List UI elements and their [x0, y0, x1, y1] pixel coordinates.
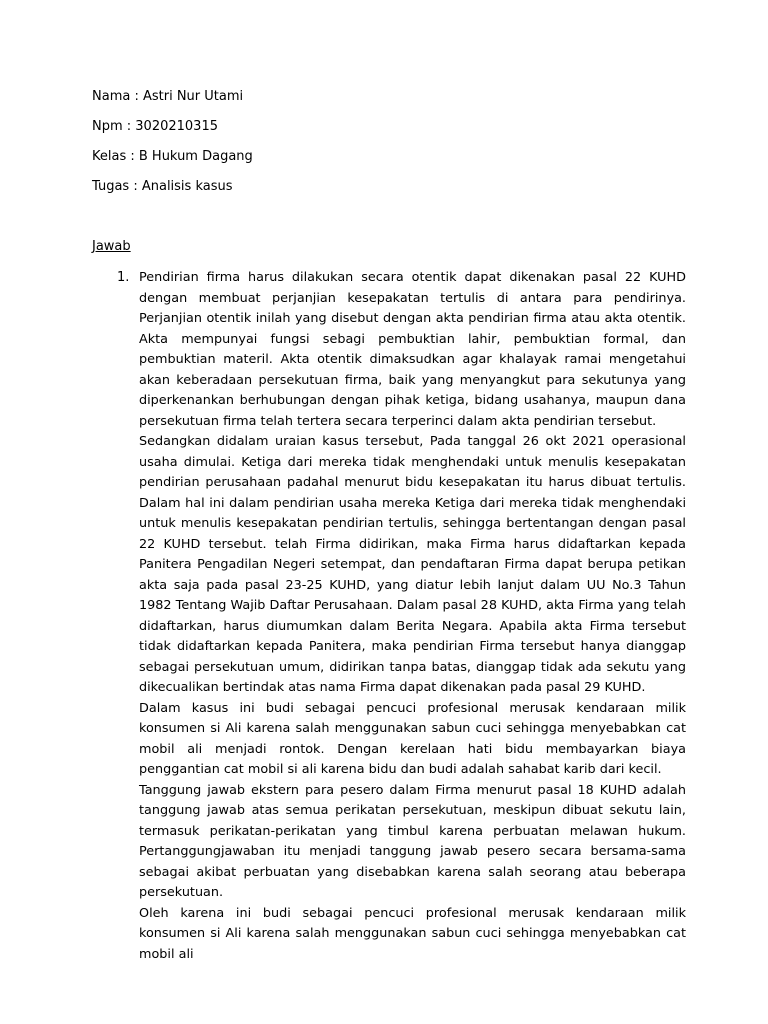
answer-heading: Jawab [92, 239, 131, 254]
list-item [92, 268, 686, 965]
student-info [92, 88, 692, 208]
paragraph-kasus-budi: Dalam kasus ini budi sebagai pencuci profesional merusak kendaraan milik konsumen si Ali karena salah menggunakan sabun cuci sehingga menyebabkan cat mobil ali menjadi rontok. Dengan kerelaan hati bidu membayarkan biaya penggantian cat mobil si ali karena bidu dan budi adalah sahabat karib dari kecil. [139, 700, 686, 777]
paragraph-uraian-kasus: Sedangkan didalam uraian kasus tersebut, Pada tanggal 26 okt 2021 operasional usaha dimulai. Ketiga dari mereka tidak menghendaki untuk menulis kesepakatan pendirian perusahaan padahal menurut bidu kesepakatan itu harus dibuat tertulis. Dalam hal ini dalam pendirian usaha mereka Ketiga dari mereka tidak menghendaki untuk menulis kesepakatan pendirian tertulis, sehingga bertentangan dengan pasal 22 KUHD tersebut. telah Firma didirikan, maka Firma harus didaftarkan kepada Panitera Pengadilan Negeri setempat, dan pendaftaran Firma dapat berupa petikan akta saja pada pasal 23-25 KUHD, yang diatur lebih lanjut dalam UU No.3 Tahun 1982 Tentang Wajib Daftar Perusahaan. Dalam pasal 28 KUHD, akta Firma yang telah didaftarkan, harus diumumkan dalam Berita Negara. Apabila akta Firma tersebut tidak didaftarkan kepada Panitera, maka pendirian Firma tersebut hanya dianggap sebagai persekutuan umum, didirikan tanpa batas, dianggap tidak ada sekutu yang dikecualikan bertindak atas nama Firma dapat dikenakan pada pasal 29 KUHD. [139, 434, 686, 695]
list-item-number: 1. [117, 270, 130, 285]
paragraph-tanggung-jawab: Tanggung jawab ekstern para pesero dalam Firma menurut pasal 18 KUHD adalah tanggung jawab atas semua perikatan persekutuan, meskipun dibuat sekutu lain, termasuk perikatan-perikatan yang timbul karena perbuatan melawan hukum. Pertanggungjawaban itu menjadi tanggung jawab pesero secara bersama-sama sebagai akibat perbuatan yang disebabkan karena salah seorang atau beberapa persekutuan. [139, 782, 686, 900]
assignment-title: Tugas : Analisis kasus [92, 179, 233, 194]
paragraph-kesimpulan: Oleh karena ini budi sebagai pencuci profesional merusak kendaraan milik konsumen si Ali karena salah menggunakan sabun cuci sehingga menyebabkan cat mobil ali [139, 905, 686, 962]
paragraph-akta-pendirian: Pendirian firma harus dilakukan secara otentik dapat dikenakan pasal 22 KUHD dengan membuat perjanjian kesepakatan tertulis di antara para pendirinya. Perjanjian otentik inilah yang disebut dengan akta pendirian firma atau akta otentik. Akta mempunyai fungsi sebagi pembuktian lahir, pembuktian formal, dan pembuktian materil. Akta otentik dimaksudkan agar khalayak ramai mengetahui akan keberadaan persekutuan firma, baik yang menyangkut para sekutunya yang diperkenankan berhubungan dengan pihak ketiga, bidang usahanya, maupun dana persekutuan firma telah tertera secara terperinci dalam akta pendirian tersebut. [139, 270, 686, 429]
student-npm: Npm : 3020210315 [92, 119, 218, 134]
answer-list [92, 268, 686, 965]
student-name: Nama : Astri Nur Utami [92, 89, 244, 104]
student-class: Kelas : B Hukum Dagang [92, 149, 253, 164]
